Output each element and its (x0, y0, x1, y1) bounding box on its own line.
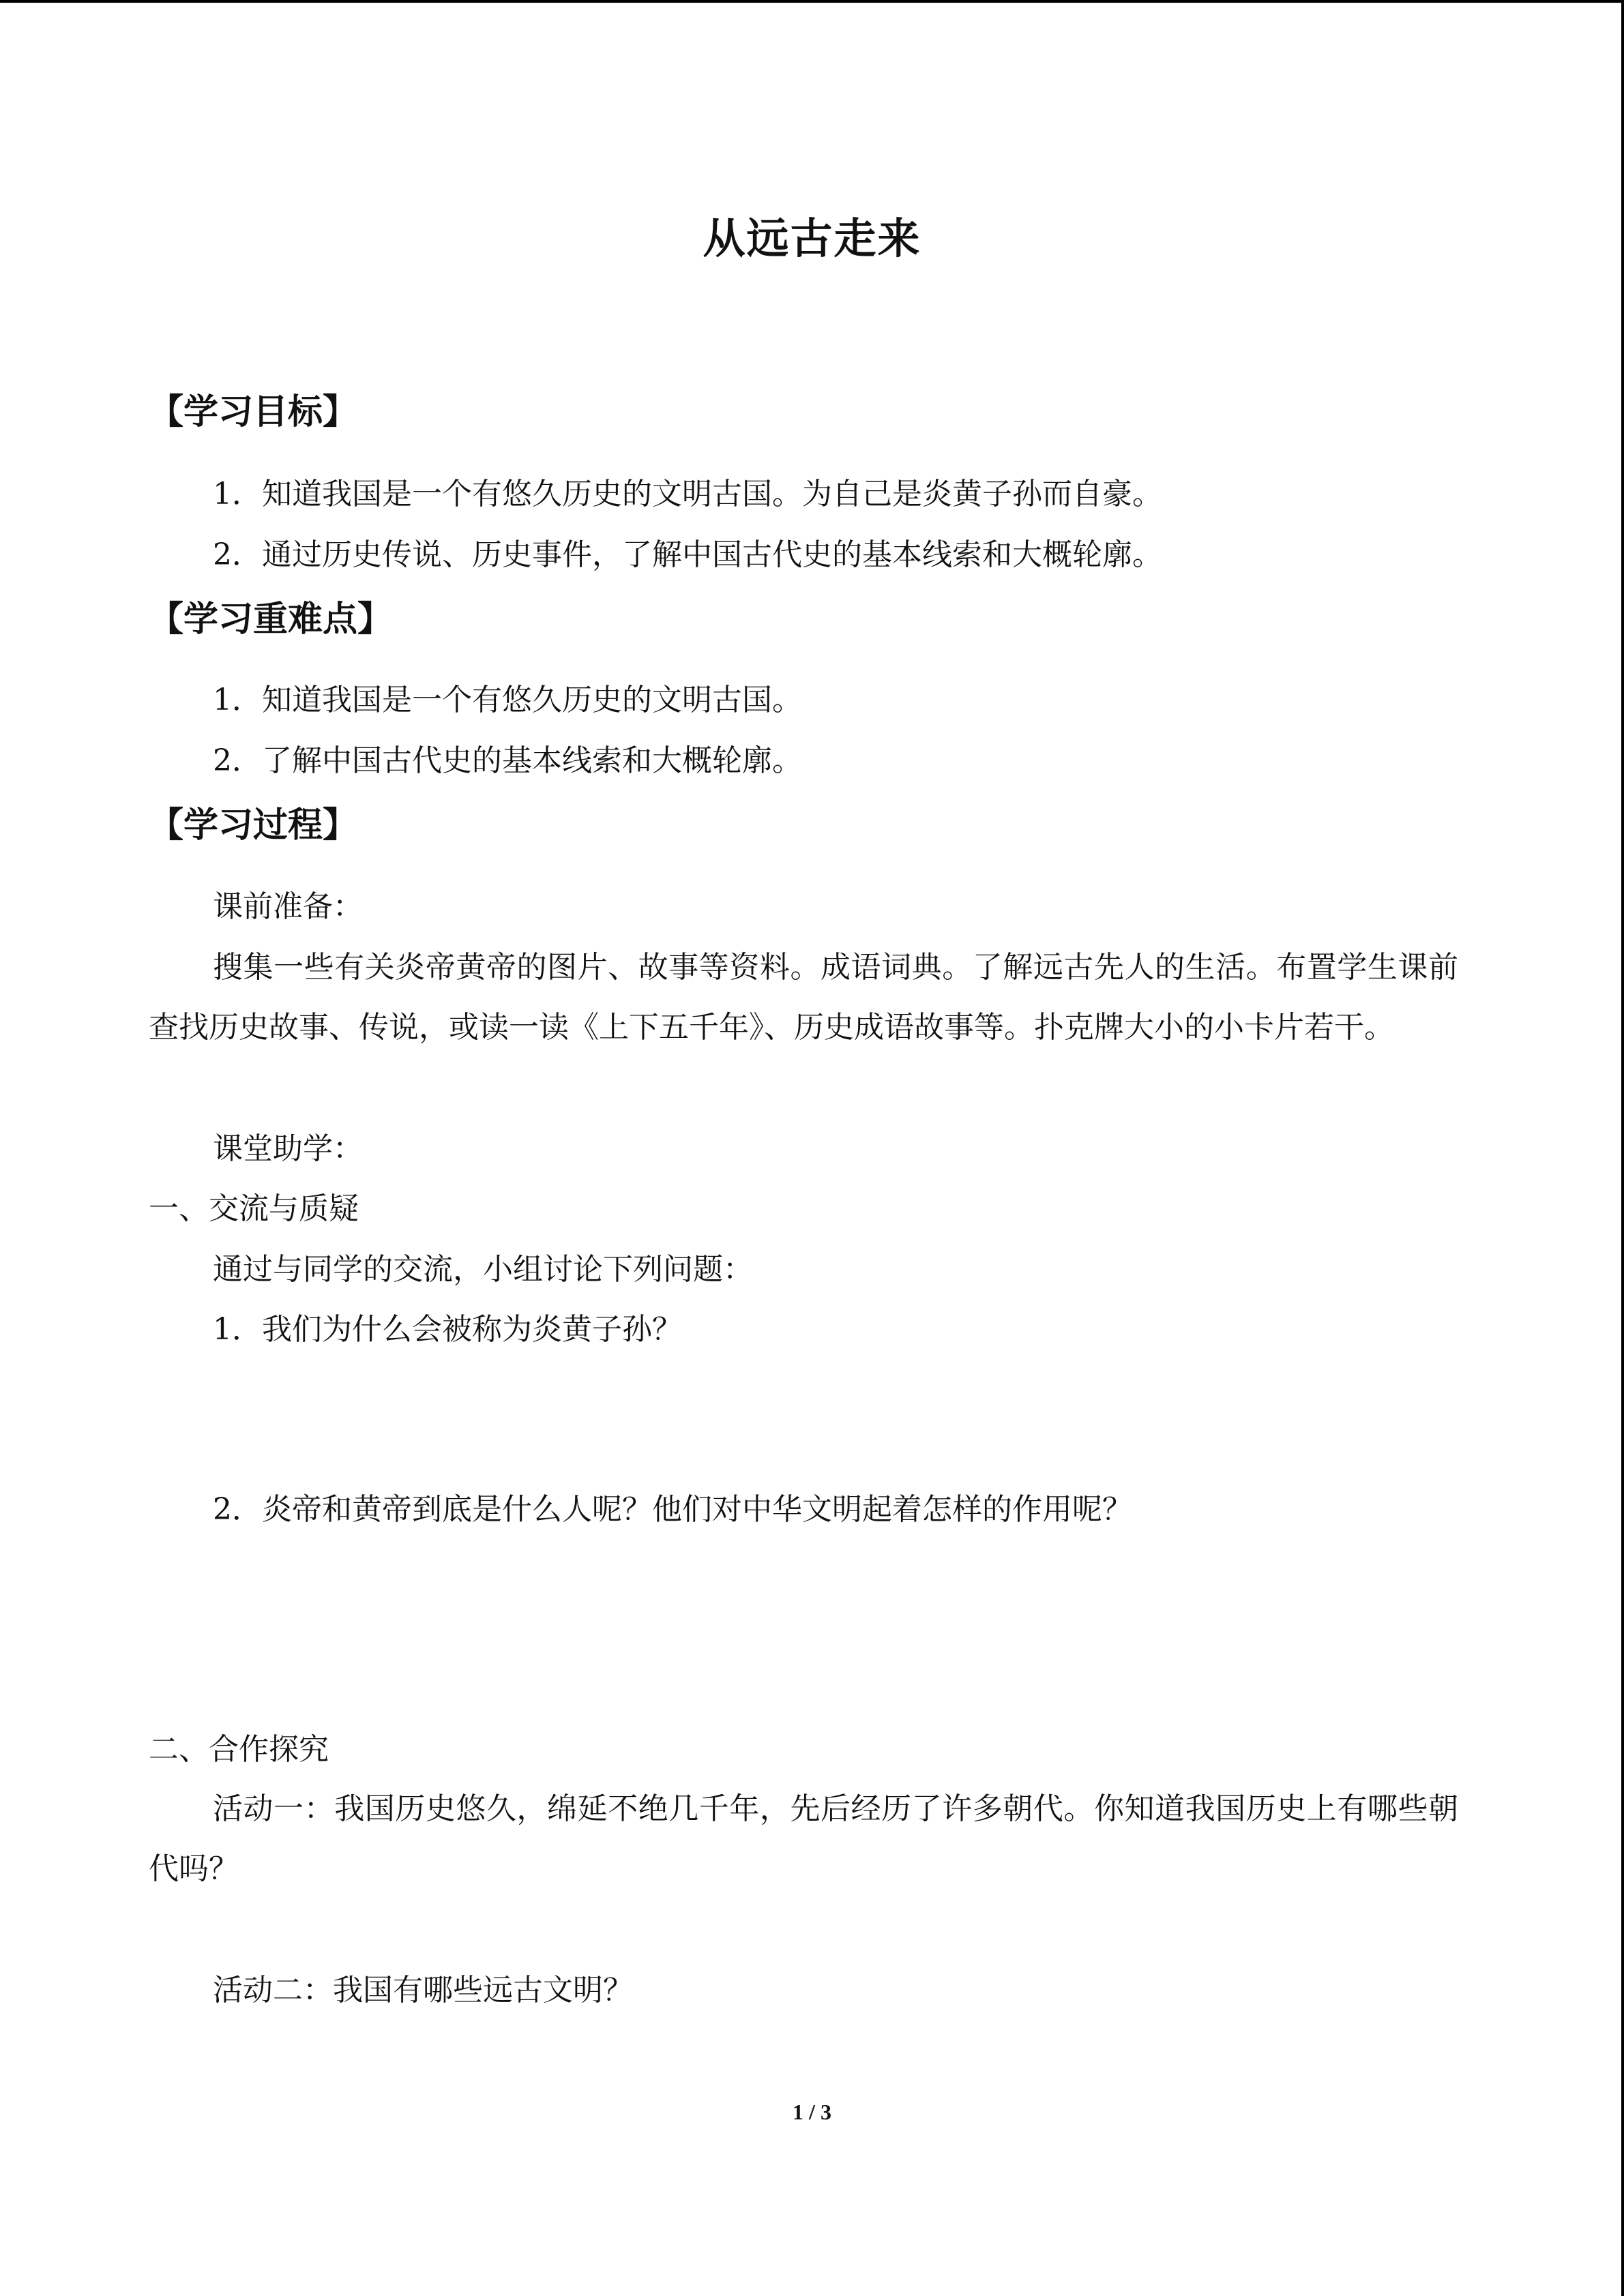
section-heading-key-points: 【学习重难点】 (149, 599, 393, 640)
goal-item-2: 2．通过历史传说、历史事件，了解中国古代史的基本线索和大概轮廓。 (213, 537, 1162, 572)
part2-title: 二、合作探究 (149, 1732, 329, 1767)
prep-paragraph: 搜集一些有关炎帝黄帝的图片、故事等资料。成语词典。了解远古先人的生活。布置学生课前查找历史故事、传说，或读一读《上下五千年》、历史成语故事等。扑克牌大小的小卡片若干。 (149, 950, 1458, 1045)
key-point-item-2: 2．了解中国古代史的基本线索和大概轮廓。 (213, 743, 802, 778)
key-point-item-1: 1．知道我国是一个有悠久历史的文明古国。 (213, 683, 802, 717)
part1-question-2: 2．炎帝和黄帝到底是什么人呢？他们对中华文明起着怎样的作用呢？ (213, 1492, 1132, 1527)
section-heading-goals: 【学习目标】 (149, 392, 358, 432)
page-border-right (1621, 0, 1624, 2296)
page-border-top (0, 0, 1624, 3)
part1-intro: 通过与同学的交流，小组讨论下列问题： (213, 1252, 753, 1287)
class-label: 课堂助学： (213, 1131, 363, 1166)
prep-label: 课前准备： (213, 889, 363, 924)
activity-2: 活动二：我国有哪些远古文明？ (213, 1973, 633, 2008)
activity-1: 活动一：我国历史悠久，绵延不绝几千年，先后经历了许多朝代。你知道我国历史上有哪些朝代吗？ (149, 1791, 1458, 1886)
part1-title: 一、交流与质疑 (149, 1191, 359, 1226)
part1-question-1: 1．我们为什么会被称为炎黄子孙？ (213, 1312, 682, 1347)
document-title: 从远古走来 (703, 213, 921, 263)
page-indicator: 1 / 3 (793, 2100, 831, 2124)
section-heading-process: 【学习过程】 (149, 805, 358, 846)
goal-item-1: 1．知道我国是一个有悠久历史的文明古国。为自己是炎黄子孙而自豪。 (213, 477, 1162, 511)
